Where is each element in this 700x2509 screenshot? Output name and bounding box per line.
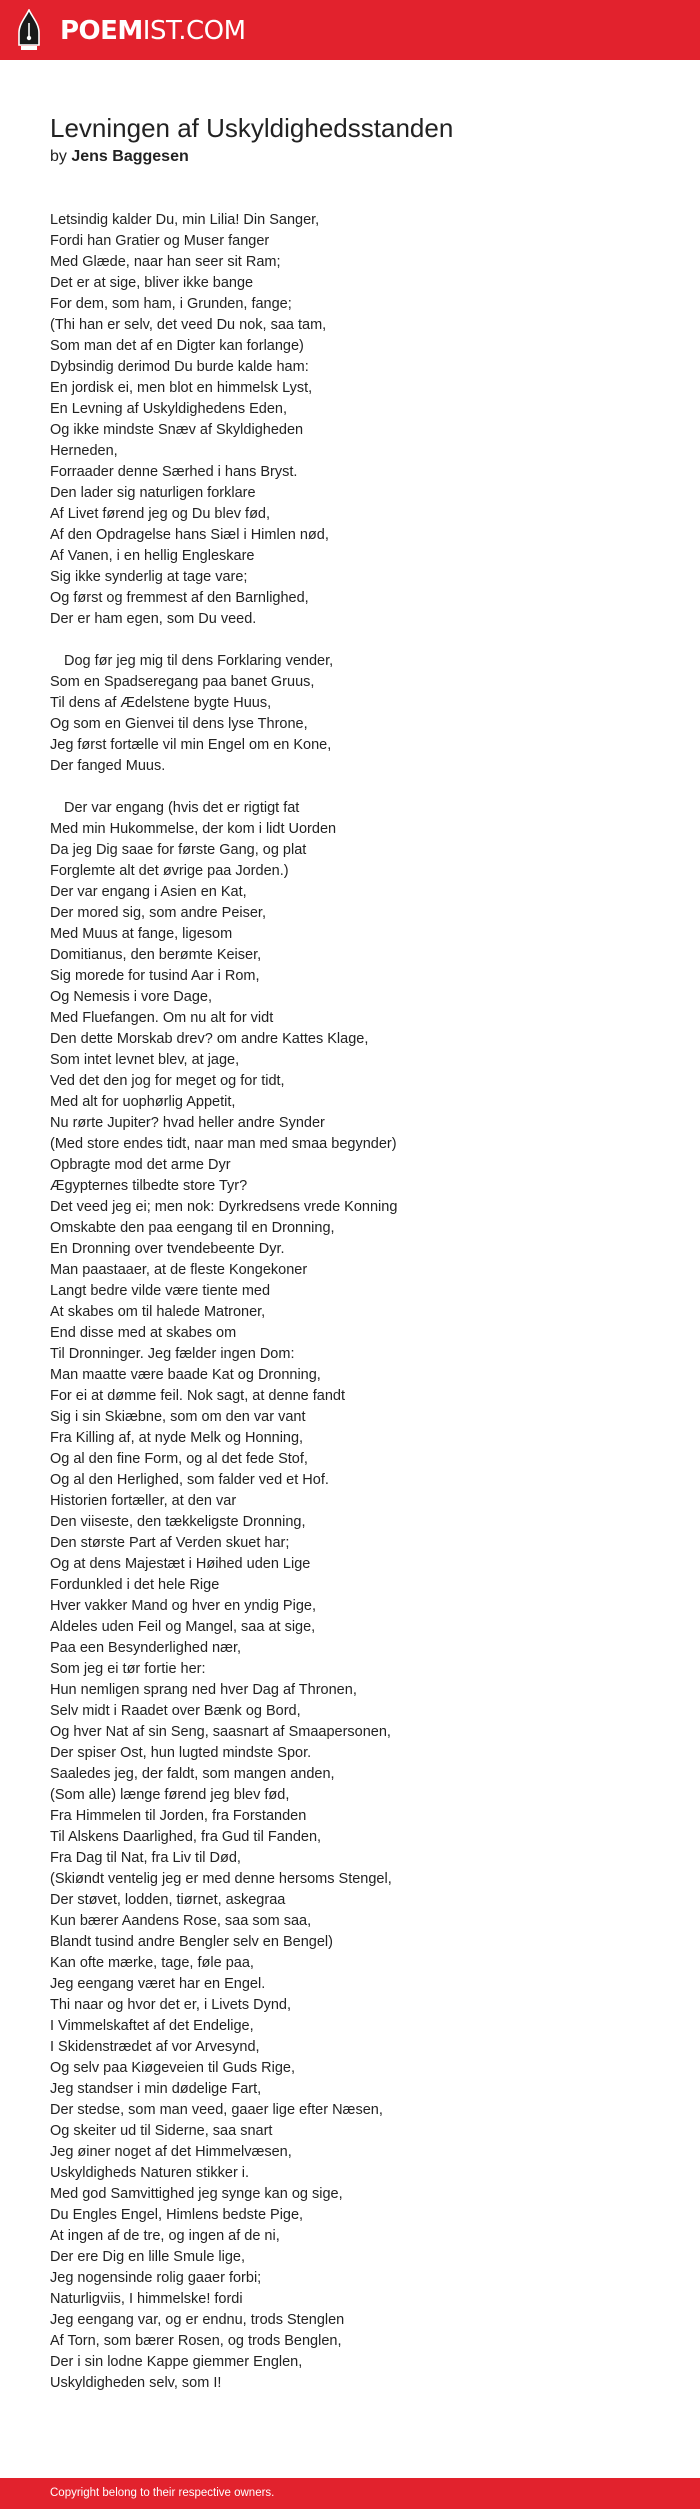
poem-line: Aldeles uden Feil og Mangel, saa at sige, xyxy=(50,1619,316,1635)
poem-line: En Levning af Uskyldighedens Eden, xyxy=(50,401,287,417)
poem-line: Den største Part af Verden skuet har; xyxy=(50,1535,290,1551)
poem-line: Til Alskens Daarlighed, fra Gud til Fanden, xyxy=(50,1829,322,1845)
poem-line: Nu rørte Jupiter? hvad heller andre Synder xyxy=(50,1115,325,1131)
poem-line: Det veed jeg ei; men nok: Dyrkredsens vrede Konning xyxy=(50,1199,398,1215)
poem-line: Den viiseste, den tækkeligste Dronning, xyxy=(50,1514,306,1530)
site-logo[interactable] xyxy=(16,9,256,51)
poem-line: Forglemte alt det øvrige paa Jorden.) xyxy=(50,863,289,879)
poem-line: Thi naar og hvor det er, i Livets Dynd, xyxy=(50,1997,291,2013)
logo-text-light: IST.COM xyxy=(142,16,246,46)
poem-line: Til Dronninger. Jeg fælder ingen Dom: xyxy=(50,1346,295,1362)
poem-line: Forraader denne Særhed i hans Bryst. xyxy=(50,464,298,480)
poem-line: Hver vakker Mand og hver en yndig Pige, xyxy=(50,1598,316,1614)
poem-body xyxy=(50,210,660,2394)
poem-line: Med Muus at fange, ligesom xyxy=(50,926,233,942)
poem-line: Sig ikke synderlig at tage vare; xyxy=(50,569,248,585)
poem-line: (Med store endes tidt, naar man med smaa begynder) xyxy=(50,1136,397,1152)
logo-text-strong: POEM xyxy=(60,16,143,46)
poem-line: Dog før jeg mig til dens Forklaring vender, xyxy=(64,653,334,669)
poem-line: Ægypternes tilbedte store Tyr? xyxy=(50,1178,248,1194)
poem-line: Fordi han Gratier og Muser fanger xyxy=(50,233,270,249)
poem-line: Der er ham egen, som Du veed. xyxy=(50,611,257,627)
poem-line: Af den Opdragelse hans Siæl i Himlen nød, xyxy=(50,527,329,543)
poem-line: Og ikke mindste Snæv af Skyldigheden xyxy=(50,422,304,438)
poem-line: Domitianus, den berømte Keiser, xyxy=(50,947,262,963)
poem-line: Og al den Herlighed, som falder ved et Hof. xyxy=(50,1472,329,1488)
poem-line: Jeg først fortælle vil min Engel om en Kone, xyxy=(50,737,332,753)
poem-line: Til dens af Ædelstene bygte Huus, xyxy=(50,695,272,711)
poem-line: Da jeg Dig saae for første Gang, og plat xyxy=(50,842,307,858)
poem-line: Af Livet førend jeg og Du blev fød, xyxy=(50,506,271,522)
poem-line: For dem, som ham, i Grunden, fange; xyxy=(50,296,292,312)
poem-line: Blandt tusind andre Bengler selv en Bengel) xyxy=(50,1934,333,1950)
poem-content xyxy=(50,112,660,2415)
poem-line: Med Fluefangen. Om nu alt for vidt xyxy=(50,1010,274,1026)
poem-line: Der ere Dig en lille Smule lige, xyxy=(50,2249,246,2265)
poem-line: Kun bærer Aandens Rose, saa som saa, xyxy=(50,1913,312,1929)
poem-line: Som en Spadseregang paa banet Gruus, xyxy=(50,674,315,690)
poem-line: (Som alle) længe førend jeg blev fød, xyxy=(50,1787,290,1803)
poem-line: Ved det den jog for meget og for tidt, xyxy=(50,1073,285,1089)
site-header xyxy=(0,0,700,60)
poem-line: Uskyldigheden selv, som I! xyxy=(50,2375,222,2391)
poem-line: Der stedse, som man veed, gaaer lige efter Næsen, xyxy=(50,2102,383,2118)
poem-line: Man maatte være baade Kat og Dronning, xyxy=(50,1367,321,1383)
poem-line: Jeg øiner noget af det Himmelvæsen, xyxy=(50,2144,292,2160)
poem-line: Der spiser Ost, hun lugted mindste Spor. xyxy=(50,1745,312,1761)
poem-line: Fra Himmelen til Jorden, fra Forstanden xyxy=(50,1808,307,1824)
poem-line: Selv midt i Raadet over Bænk og Bord, xyxy=(50,1703,301,1719)
poem-line: Historien fortæller, at den var xyxy=(50,1493,237,1509)
poem-line: Og Nemesis i vore Dage, xyxy=(50,989,212,1005)
poem-line: Fra Dag til Nat, fra Liv til Død, xyxy=(50,1850,241,1866)
poem-line: Saaledes jeg, der faldt, som mangen anden, xyxy=(50,1766,335,1782)
poem-line: End disse med at skabes om xyxy=(50,1325,237,1341)
poem-line: Som man det af en Digter kan forlange) xyxy=(50,338,304,354)
poem-stanza xyxy=(50,798,660,2394)
poem-line: Jeg standser i min dødelige Fart, xyxy=(50,2081,262,2097)
poem-line: For ei at dømme feil. Nok sagt, at denne fandt xyxy=(50,1388,345,1404)
poem-title: Levningen af Uskyldighedsstanden xyxy=(50,113,454,143)
logo-wordmark xyxy=(60,16,246,46)
poem-line: Paa een Besynderlighed nær, xyxy=(50,1640,242,1656)
byline-prefix: by xyxy=(50,148,67,165)
poem-line: Med god Samvittighed jeg synge kan og sige, xyxy=(50,2186,343,2202)
poem-line: Med min Hukommelse, der kom i lidt Uorden xyxy=(50,821,337,837)
poem-line: Og som en Gienvei til dens lyse Throne, xyxy=(50,716,308,732)
poem-line: Omskabte den paa eengang til en Dronning, xyxy=(50,1220,335,1236)
poem-byline xyxy=(50,146,660,168)
poem-line: Opbragte mod det arme Dyr xyxy=(50,1157,231,1173)
poem-line: At ingen af de tre, og ingen af de ni, xyxy=(50,2228,280,2244)
poem-line: Fra Killing af, at nyde Melk og Honning, xyxy=(50,1430,304,1446)
fountain-pen-nib-icon xyxy=(16,9,42,51)
poem-line: Af Vanen, i en hellig Engleskare xyxy=(50,548,255,564)
poem-line: Jeg nogensinde rolig gaaer forbi; xyxy=(50,2270,262,2286)
poem-line: Der var engang (hvis det er rigtigt fat xyxy=(64,800,300,816)
poem-line: Langt bedre vilde være tiente med xyxy=(50,1283,271,1299)
poem-line: Der støvet, lodden, tiørnet, askegraa xyxy=(50,1892,286,1908)
poem-stanza xyxy=(50,210,660,630)
poem-line: Sig morede for tusind Aar i Rom, xyxy=(50,968,260,984)
poem-line: (Thi han er selv, det veed Du nok, saa tam, xyxy=(50,317,327,333)
poem-line: Jeg eengang var, og er endnu, trods Stenglen xyxy=(50,2312,345,2328)
poem-line: At skabes om til halede Matroner, xyxy=(50,1304,266,1320)
poem-line: Der fanged Muus. xyxy=(50,758,166,774)
poem-line: Og al den fine Form, og al det fede Stof, xyxy=(50,1451,308,1467)
poem-line: Der var engang i Asien en Kat, xyxy=(50,884,247,900)
poem-line: I Skidenstrædet af vor Arvesynd, xyxy=(50,2039,260,2055)
poem-line: Man paastaaer, at de fleste Kongekoner xyxy=(50,1262,308,1278)
poem-line: Med alt for uophørlig Appetit, xyxy=(50,1094,236,1110)
poem-line: Herneden, xyxy=(50,443,118,459)
poem-line: I Vimmelskaftet af det Endelige, xyxy=(50,2018,254,2034)
poem-line: Kan ofte mærke, tage, føle paa, xyxy=(50,1955,254,1971)
poem-line: Letsindig kalder Du, min Lilia! Din Sanger, xyxy=(50,212,320,228)
poem-line: Og først og fremmest af den Barnlighed, xyxy=(50,590,309,606)
poem-line: Og selv paa Kiøgeveien til Guds Rige, xyxy=(50,2060,296,2076)
poem-stanza xyxy=(50,651,660,777)
poem-line: Der mored sig, som andre Peiser, xyxy=(50,905,266,921)
poem-line: Og hver Nat af sin Seng, saasnart af Smaapersonen, xyxy=(50,1724,391,1740)
poem-line: Med Glæde, naar han seer sit Ram; xyxy=(50,254,281,270)
poem-line: Fordunkled i det hele Rige xyxy=(50,1577,220,1593)
poem-line: Som intet levnet blev, at jage, xyxy=(50,1052,240,1068)
poem-line: Det er at sige, bliver ikke bange xyxy=(50,275,254,291)
poem-line: Og skeiter ud til Siderne, saa snart xyxy=(50,2123,273,2139)
site-footer xyxy=(0,2478,700,2509)
poem-line: (Skiøndt ventelig jeg er med denne hersoms Stengel, xyxy=(50,1871,392,1887)
poem-line: Jeg eengang været har en Engel. xyxy=(50,1976,266,1992)
poem-line: Hun nemligen sprang ned hver Dag af Thronen, xyxy=(50,1682,357,1698)
poem-line: Dybsindig derimod Du burde kalde ham: xyxy=(50,359,309,375)
poem-line: Af Torn, som bærer Rosen, og trods Benglen, xyxy=(50,2333,342,2349)
poem-line: Og at dens Majestæt i Høihed uden Lige xyxy=(50,1556,311,1572)
poem-line: En jordisk ei, men blot en himmelsk Lyst, xyxy=(50,380,313,396)
poem-author: Jens Baggesen xyxy=(71,148,189,165)
poem-line: Naturligviis, I himmelske! fordi xyxy=(50,2291,243,2307)
poem-line: Du Engles Engel, Himlens bedste Pige, xyxy=(50,2207,304,2223)
poem-line: Som jeg ei tør fortie her: xyxy=(50,1661,206,1677)
poem-line: En Dronning over tvendebeente Dyr. xyxy=(50,1241,285,1257)
copyright-notice: Copyright belong to their respective owners. xyxy=(50,2487,275,2499)
poem-line: Sig i sin Skiæbne, som om den var vant xyxy=(50,1409,306,1425)
poem-line: Den dette Morskab drev? om andre Kattes Klage, xyxy=(50,1031,369,1047)
poem-line: Der i sin lodne Kappe giemmer Englen, xyxy=(50,2354,303,2370)
poem-line: Den lader sig naturligen forklare xyxy=(50,485,256,501)
poem-line: Uskyldigheds Naturen stikker i. xyxy=(50,2165,250,2181)
